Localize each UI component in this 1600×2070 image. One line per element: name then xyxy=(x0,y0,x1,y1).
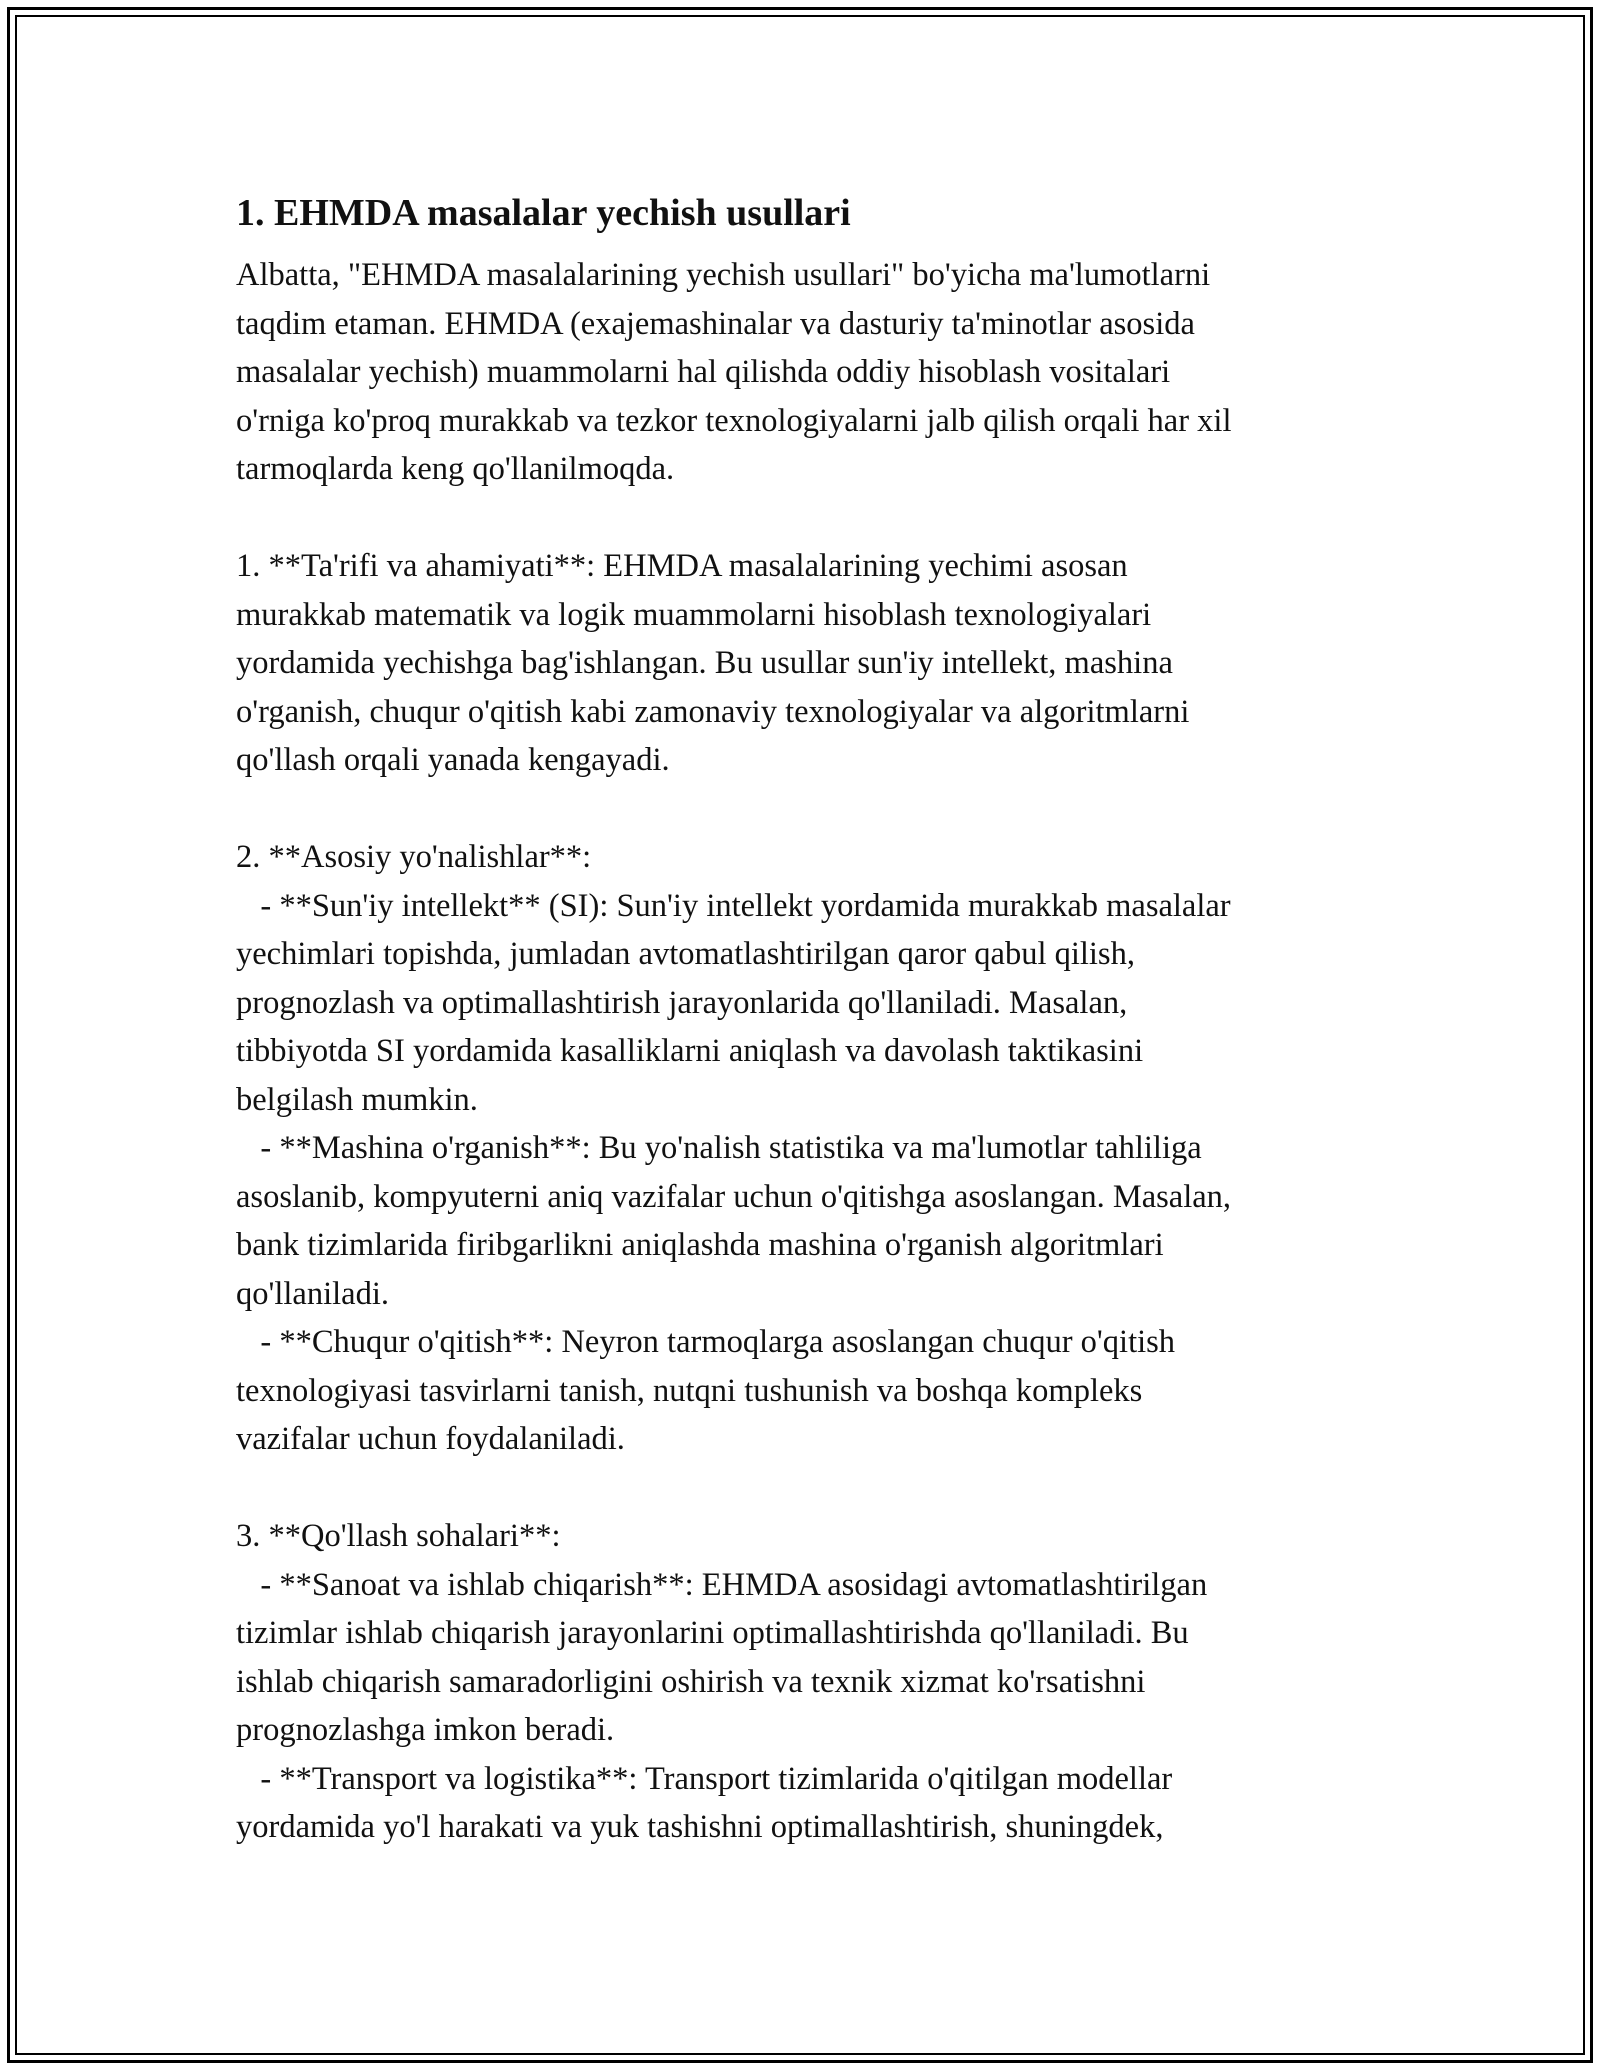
document-body: Albatta, "EHMDA masalalarining yechish usullari" bo'yicha ma'lumotlarni taqdim etaman. EHMDA (exajemashinalar va dasturiy ta'minotlar asosida masalalar yechish) muammolarni hal qilishda oddiy hisoblash vositalari o'rniga ko'proq murakkab va tezkor texnologiyalarni jalb qilish orqali har xil tarmoqlarda keng qo'llanilmoqda. 1. **Ta'rifi va ahamiyati**: EHMDA masalalarining yechimi asosan murakkab matematik va logik muammolarni hisoblash texnologiyalari yordamida yechishga bag'ishlangan. Bu usullar sun'iy intellekt, mashina o'rganish, chuqur o'qitish kabi zamonaviy texnologiyalar va algoritmlarni qo'llash orqali yanada kengayadi. 2. **Asosiy yo'nalishlar**: - **Sun'iy intellekt** (SI): Sun'iy intellekt yordamida murakkab masalalar yechimlari topishda, jumladan avtomatlashtirilgan qaror qabul qilish, prognozlash va optimallashtirish jarayonlarida qo'llaniladi. Masalan, tibbiyotda SI yordamida kasalliklarni aniqlash va davolash taktikasini belgilash mumkin. - **Mashina o'rganish**: Bu yo'nalish statistika va ma'lumotlar tahliliga asoslanib, kompyuterni aniq vazifalar uchun o'qitishga asoslangan. Masalan, bank tizimlarida firibgarlikni aniqlashda mashina o'rganish algoritmlari qo'llaniladi. - **Chuqur o'qitish**: Neyron tarmoqlarga asoslangan chuqur o'qitish texnologiyasi tasvirlarni tanish, nutqni tushunish va boshqa kompleks vazifalar uchun foydalaniladi. 3. **Qo'llash sohalari**: - **Sanoat va ishlab chiqarish**: EHMDA asosidagi avtomatlashtirilgan tizimlar ishlab chiqarish jarayonlarini optimallashtirishda qo'llaniladi. Bu ishlab chiqarish samaradorligini oshirish va texnik xizmat ko'rsatishni prognozlashga imkon beradi. - **Transport va logistika**: Transport tizimlarida o'qitilgan modellar yordamida yo'l harakati va yuk tashishni optimallashtirish, shuningdek, xyxy=(236,257,1232,1845)
document-content xyxy=(236,185,1366,1852)
document-title: 1. EHMDA masalalar yechish usullari xyxy=(236,192,851,234)
